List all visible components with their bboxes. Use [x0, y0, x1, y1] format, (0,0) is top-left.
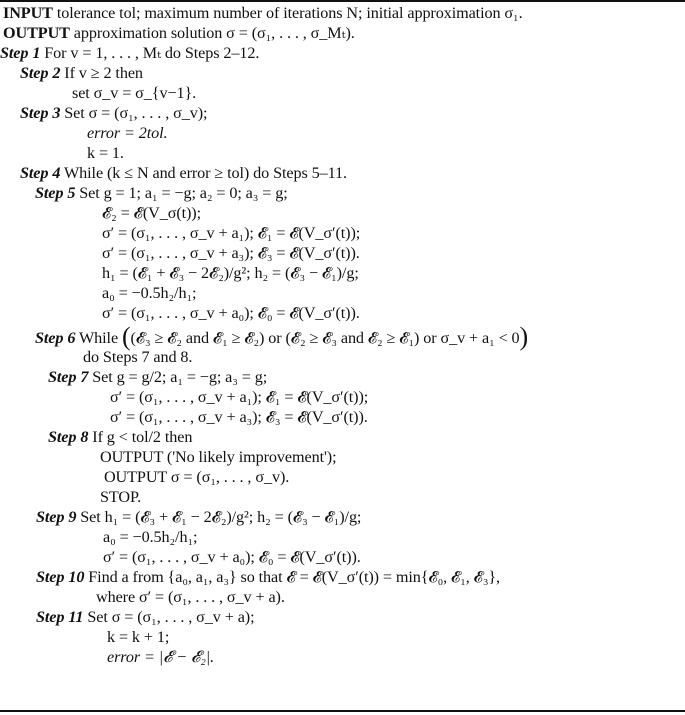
output-line	[3, 23, 355, 43]
step-5-cont	[102, 283, 196, 303]
step-11	[36, 607, 255, 627]
step-label: Step 7	[48, 368, 89, 386]
step-text: Set σ = (σ₁, . . . , σ_v + a);	[87, 608, 255, 626]
step-1	[0, 43, 259, 63]
left-paren: (	[121, 322, 131, 351]
input-label: INPUT	[3, 4, 53, 22]
input-text: tolerance tol; maximum number of iterations N; initial approximation σ₁.	[52, 4, 523, 22]
step-11-cont	[107, 627, 169, 647]
step-text: STOP.	[100, 488, 142, 506]
step-3-cont	[87, 143, 124, 163]
step-5-cont	[102, 243, 360, 263]
step-text: While	[78, 329, 122, 347]
step-10	[36, 567, 500, 587]
step-5-cont	[102, 203, 201, 223]
step-6-cont	[83, 347, 192, 367]
step-text: σ′ = (σ₁, . . . , σ_v + a₃); 𝓔₃ = 𝓔(V_σ′(t)).	[110, 408, 368, 426]
output-label: OUTPUT	[3, 24, 70, 42]
step-text: k = k + 1;	[107, 628, 170, 646]
step-text: h₁ = (𝓔₁ + 𝓔₃ − 2𝓔₂)/g²; h₂ = (𝓔₃ − 𝓔₁)/g;	[102, 264, 359, 282]
step-text: error = |𝓔 − 𝓔₂|.	[107, 648, 215, 666]
step-text: Find a from {a₀, a₁, a₃} so that 𝓔 = 𝓔(V_σ′(t)) = min{𝓔₀, 𝓔₁, 𝓔₃},	[88, 568, 500, 586]
step-4	[20, 163, 347, 183]
step-label: Step 5	[35, 184, 76, 202]
step-text: k = 1.	[87, 144, 124, 162]
step-7-cont	[110, 387, 368, 407]
step-text: (𝓔₃ ≥ 𝓔₂ and 𝓔₁ ≥ 𝓔₂) or (𝓔₂ ≥ 𝓔₃ and 𝓔₂ ≥ 𝓔₁) or σ_v + a₁ < 0	[130, 329, 520, 347]
step-label: Step 2	[20, 64, 61, 82]
step-label: Step 9	[36, 508, 77, 526]
step-text: set σ_v = σ_{v−1}.	[72, 84, 197, 102]
bottom-rule	[0, 710, 685, 712]
step-text: where σ′ = (σ₁, . . . , σ_v + a).	[96, 588, 285, 606]
step-3	[20, 103, 207, 123]
step-label: Step 8	[48, 428, 89, 446]
step-3-cont	[87, 123, 168, 143]
step-text: For v = 1, . . . , Mₜ do Steps 2–12.	[44, 44, 260, 62]
step-label: Step 6	[35, 329, 76, 347]
step-text: OUTPUT σ = (σ₁, . . . , σ_v).	[100, 468, 290, 486]
step-9-cont	[103, 527, 197, 547]
step-text: Set g = 1; a₁ = −g; a₂ = 0; a₃ = g;	[79, 184, 288, 202]
step-11-cont	[107, 647, 214, 667]
output-text: approximation solution σ = (σ₁, . . . , σ_Mₜ).	[69, 24, 355, 42]
step-label: Step 4	[20, 164, 61, 182]
step-5	[35, 183, 288, 203]
step-text: a₀ = −0.5h₂/h₁;	[102, 284, 197, 302]
step-9-cont	[103, 547, 361, 567]
step-text: OUTPUT ('No likely improvement');	[100, 448, 337, 466]
top-rule	[0, 0, 685, 2]
step-text: σ′ = (σ₁, . . . , σ_v + a₁); 𝓔₁ = 𝓔(V_σ′(t));	[110, 388, 369, 406]
step-5-cont	[102, 303, 360, 323]
step-label: Step 3	[20, 104, 61, 122]
step-text: do Steps 7 and 8.	[83, 348, 193, 366]
step-text: If v ≥ 2 then	[64, 64, 143, 82]
step-text: σ′ = (σ₁, . . . , σ_v + a₁); 𝓔₁ = 𝓔(V_σ′(t));	[102, 224, 361, 242]
step-8-cont	[100, 467, 289, 487]
step-text: 𝓔₂ = 𝓔(V_σ(t));	[102, 204, 201, 222]
step-text: If g < tol/2 then	[92, 428, 193, 446]
step-8-cont	[100, 487, 141, 507]
step-text: Set σ = (σ₁, . . . , σ_v);	[64, 104, 208, 122]
step-label: Step 10	[36, 568, 85, 586]
step-6	[35, 322, 529, 351]
step-label: Step 1	[0, 44, 41, 62]
step-2-cont	[72, 83, 196, 103]
step-10-cont	[96, 587, 285, 607]
step-text: σ′ = (σ₁, . . . , σ_v + a₀); 𝓔₀ = 𝓔(V_σ′(t)).	[103, 548, 361, 566]
step-text: σ′ = (σ₁, . . . , σ_v + a₃); 𝓔₃ = 𝓔(V_σ′(t)).	[102, 244, 360, 262]
step-9	[36, 507, 361, 527]
step-5-cont	[102, 263, 359, 283]
step-label: Step 11	[36, 608, 84, 626]
step-text: While (k ≤ N and error ≥ tol) do Steps 5–11.	[63, 164, 347, 182]
step-text: σ′ = (σ₁, . . . , σ_v + a₀); 𝓔₀ = 𝓔(V_σ′(t)).	[102, 304, 360, 322]
step-7	[48, 367, 267, 387]
step-7-cont	[110, 407, 368, 427]
right-paren: )	[519, 322, 529, 351]
step-5-cont	[102, 223, 360, 243]
step-8-cont	[100, 447, 336, 467]
step-text: Set h₁ = (𝓔₃ + 𝓔₁ − 2𝓔₂)/g²; h₂ = (𝓔₃ − 𝓔₁)/g;	[80, 508, 362, 526]
input-line	[3, 3, 523, 23]
step-8	[48, 427, 192, 447]
step-text: Set g = g/2; a₁ = −g; a₃ = g;	[92, 368, 268, 386]
step-2	[20, 63, 143, 83]
step-text: error = 2tol.	[87, 124, 168, 142]
step-text: a₀ = −0.5h₂/h₁;	[103, 528, 198, 546]
